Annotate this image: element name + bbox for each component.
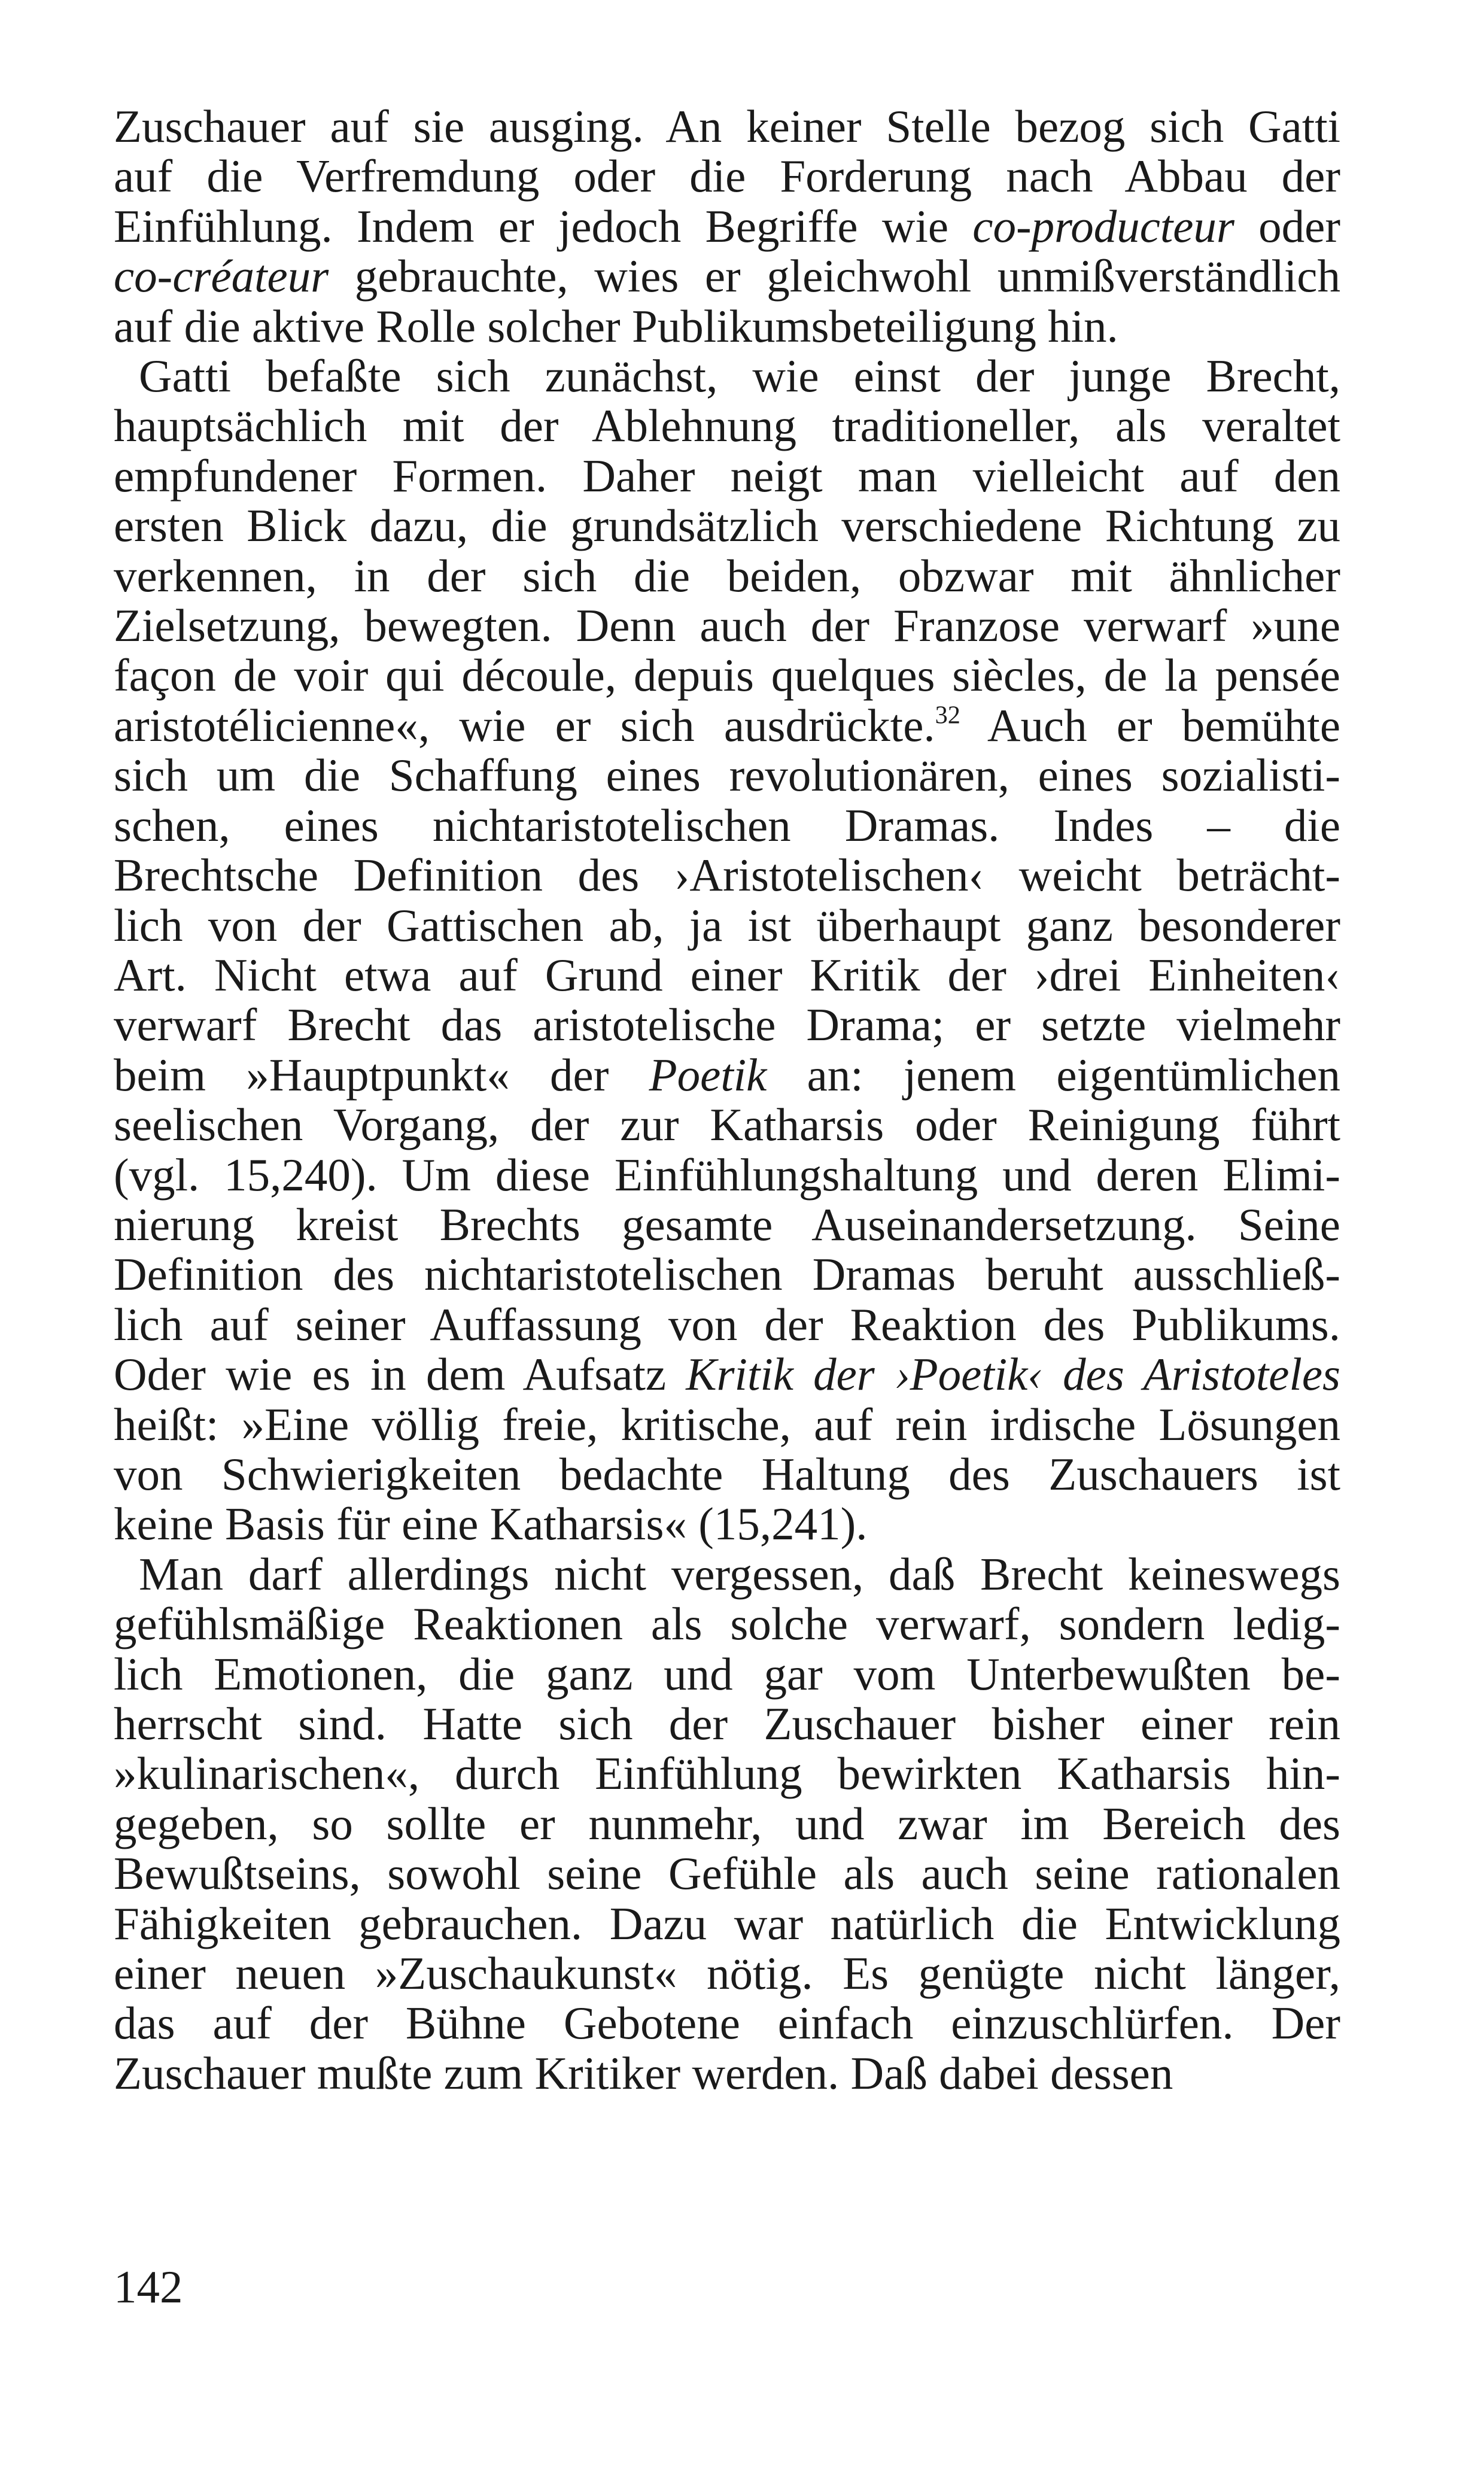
text-line bbox=[114, 1050, 1340, 1100]
text-line bbox=[114, 1450, 1340, 1499]
text-run: Gatti befaßte sich zunächst, wie einst der junge Brecht, bbox=[139, 350, 1340, 402]
text-run: das auf der Bühne Gebotene einfach einzuschlürfen. Der bbox=[114, 1997, 1340, 2049]
text-line bbox=[114, 1599, 1340, 1649]
text-run: Zuschauer auf sie ausging. An keiner Stelle bezog sich Gatti bbox=[114, 101, 1340, 152]
text-run: herrscht sind. Hatte sich der Zuschauer bisher einer rein bbox=[114, 1698, 1340, 1749]
text-line bbox=[114, 102, 1340, 151]
text-line bbox=[114, 1699, 1340, 1749]
text-line bbox=[114, 401, 1340, 451]
text-run: schen, eines nichtaristotelischen Dramas. Indes – die bbox=[114, 799, 1340, 851]
text-line bbox=[114, 1100, 1340, 1150]
text-run: nierung kreist Brechts gesamte Auseinandersetzung. Seine bbox=[114, 1198, 1340, 1250]
text-run: beim »Hauptpunkt« der bbox=[114, 1049, 649, 1101]
paragraph bbox=[114, 102, 1340, 351]
text-line bbox=[114, 551, 1340, 601]
text-line bbox=[114, 601, 1340, 651]
text-line bbox=[114, 901, 1340, 950]
text-line bbox=[114, 701, 1340, 751]
text-line bbox=[114, 1150, 1340, 1200]
text-run: aristotélicienne«, wie er sich ausdrückte. bbox=[114, 699, 935, 751]
text-run: lich auf seiner Auffassung von der Reaktion des Publikums. bbox=[114, 1298, 1340, 1350]
text-run: Zuschauer mußte zum Kritiker werden. Daß dabei dessen bbox=[114, 2047, 1173, 2099]
text-line bbox=[114, 151, 1340, 201]
text-line bbox=[114, 202, 1340, 251]
text-run: Art. Nicht etwa auf Grund einer Kritik der ›drei Einheiten‹ bbox=[114, 949, 1340, 1001]
text-line bbox=[114, 1350, 1340, 1399]
text-line bbox=[114, 751, 1340, 800]
text-line bbox=[114, 1250, 1340, 1299]
text-run: verkennen, in der sich die beiden, obzwar mit ähnlicher bbox=[114, 549, 1340, 601]
text-run: empfundener Formen. Daher neigt man vielleicht auf den bbox=[114, 449, 1340, 502]
text-run: keine Basis für eine Katharsis« (15,241). bbox=[114, 1498, 868, 1550]
text-line bbox=[114, 1300, 1340, 1350]
italic-text: Poetik bbox=[649, 1049, 767, 1101]
page-number: 142 bbox=[114, 2261, 183, 2313]
text-run: (vgl. 15,240). Um diese Einfühlungshaltung und deren Elimi- bbox=[114, 1149, 1340, 1201]
text-run: einer neuen »Zuschaukunst« nötig. Es genügte nicht länger, bbox=[114, 1948, 1340, 2000]
italic-text: Kritik der ›Poetik‹ des Aristoteles bbox=[686, 1348, 1340, 1400]
text-line bbox=[114, 351, 1340, 401]
paragraph bbox=[114, 351, 1340, 1550]
text-run: oder bbox=[1234, 200, 1340, 252]
text-run: lich von der Gattischen ab, ja ist überhaupt ganz besonderer bbox=[114, 899, 1340, 951]
italic-text: co-créateur bbox=[114, 250, 329, 302]
text-line bbox=[114, 1749, 1340, 1798]
text-line bbox=[114, 2049, 1340, 2098]
text-run: von Schwierigkeiten bedachte Haltung des Zuschauers ist bbox=[114, 1448, 1340, 1500]
text-run: »kulinarischen«, durch Einfühlung bewirkten Katharsis hin- bbox=[114, 1748, 1340, 1800]
text-line bbox=[114, 451, 1340, 501]
text-line bbox=[114, 1550, 1340, 1599]
text-run: gebrauchte, wies er gleichwohl unmißverständlich bbox=[329, 250, 1340, 302]
text-line bbox=[114, 950, 1340, 1000]
text-line bbox=[114, 1899, 1340, 1949]
text-run: Oder wie es in dem Aufsatz bbox=[114, 1348, 686, 1400]
text-run: lich Emotionen, die ganz und gar vom Unterbewußten be- bbox=[114, 1648, 1340, 1700]
text-run: Man darf allerdings nicht vergessen, daß Brecht keineswegs bbox=[139, 1548, 1340, 1600]
text-line bbox=[114, 1949, 1340, 1998]
footnote-reference: 32 bbox=[935, 701, 960, 730]
text-run: auf die aktive Rolle solcher Publikumsbeteiligung hin. bbox=[114, 300, 1118, 352]
text-line bbox=[114, 1200, 1340, 1250]
text-line bbox=[114, 1000, 1340, 1050]
text-run: auf die Verfremdung oder die Forderung nach Abbau der bbox=[114, 150, 1340, 202]
text-line bbox=[114, 1649, 1340, 1699]
text-run: heißt: »Eine völlig freie, kritische, auf rein irdische Lösungen bbox=[114, 1398, 1340, 1450]
text-line bbox=[114, 251, 1340, 301]
text-run: gefühlsmäßige Reaktionen als solche verwarf, sondern ledig- bbox=[114, 1598, 1340, 1650]
text-line bbox=[114, 1400, 1340, 1450]
text-run: Auch er bemühte bbox=[960, 699, 1340, 751]
page-body bbox=[114, 102, 1340, 2098]
text-line bbox=[114, 501, 1340, 551]
text-line bbox=[114, 1499, 1340, 1549]
text-run: ersten Blick dazu, die grundsätzlich verschiedene Richtung zu bbox=[114, 500, 1340, 552]
text-run: seelischen Vorgang, der zur Katharsis oder Reinigung führt bbox=[114, 1099, 1340, 1151]
text-run: gegeben, so sollte er nunmehr, und zwar im Bereich des bbox=[114, 1797, 1340, 1849]
italic-text: co-producteur bbox=[972, 200, 1234, 252]
text-line bbox=[114, 850, 1340, 900]
text-run: Brechtsche Definition des ›Aristotelischen‹ weicht beträcht- bbox=[114, 849, 1340, 901]
text-run: façon de voir qui découle, depuis quelques siècles, de la pensée bbox=[114, 649, 1340, 701]
text-run: hauptsächlich mit der Ablehnung traditioneller, als veraltet bbox=[114, 400, 1340, 452]
text-run: sich um die Schaffung eines revolutionären, eines sozialisti- bbox=[114, 749, 1340, 801]
text-run: an: jenem eigentümlichen bbox=[767, 1049, 1340, 1101]
text-line bbox=[114, 1799, 1340, 1849]
paragraph bbox=[114, 1550, 1340, 2098]
text-run: Definition des nichtaristotelischen Dramas beruht ausschließ- bbox=[114, 1248, 1340, 1301]
text-run: Bewußtseins, sowohl seine Gefühle als auch seine rationalen bbox=[114, 1848, 1340, 1900]
text-run: Zielsetzung, bewegten. Denn auch der Franzose verwarf »une bbox=[114, 600, 1340, 652]
text-run: verwarf Brecht das aristotelische Drama; er setzte vielmehr bbox=[114, 999, 1340, 1051]
text-line bbox=[114, 651, 1340, 700]
text-run: Einfühlung. Indem er jedoch Begriffe wie bbox=[114, 200, 973, 252]
text-line bbox=[114, 801, 1340, 850]
text-line bbox=[114, 1849, 1340, 1898]
text-line bbox=[114, 302, 1340, 351]
text-run: Fähigkeiten gebrauchen. Dazu war natürlich die Entwicklung bbox=[114, 1897, 1340, 1949]
text-line bbox=[114, 1998, 1340, 2048]
